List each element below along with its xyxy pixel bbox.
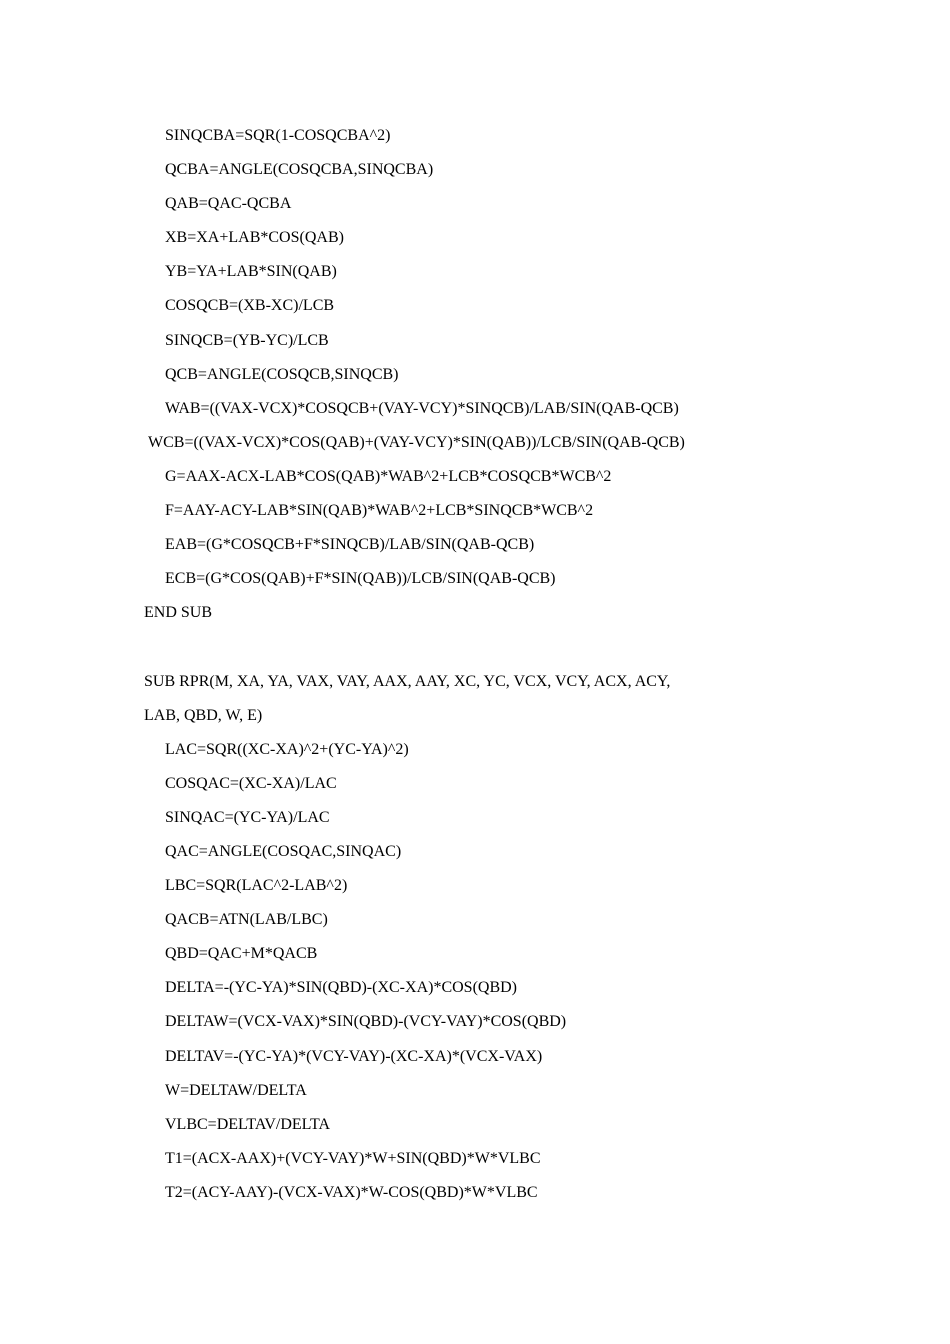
code-line: EAB=(G*COSQCB+F*SINQCB)/LAB/SIN(QAB-QCB) (165, 536, 535, 554)
code-line: T1=(ACX-AAX)+(VCY-VAY)*W+SIN(QBD)*W*VLBC (165, 1149, 541, 1167)
code-line: QACB=ATN(LAB/LBC) (165, 911, 328, 929)
code-line: DELTA=-(YC-YA)*SIN(QBD)-(XC-XA)*COS(QBD) (165, 979, 518, 997)
code-line: G=AAX-ACX-LAB*COS(QAB)*WAB^2+LCB*COSQCB*WCB^2 (165, 467, 612, 485)
code-line: LAC=SQR((XC-XA)^2+(YC-YA)^2) (165, 740, 409, 758)
code-line: W=DELTAW/DELTA (165, 1081, 307, 1099)
code-line: DELTAV=-(YC-YA)*(VCY-VAY)-(XC-XA)*(VCX-VAX) (165, 1047, 543, 1065)
code-line: YB=YA+LAB*SIN(QAB) (165, 263, 337, 281)
code-line: LBC=SQR(LAC^2-LAB^2) (165, 877, 348, 895)
code-line: WAB=((VAX-VCX)*COSQCB+(VAY-VCY)*SINQCB)/LAB/SIN(QAB-QCB) (165, 399, 679, 417)
code-line: QBD=QAC+M*QACB (165, 945, 318, 963)
code-line: QAB=QAC-QCBA (165, 195, 292, 213)
code-line: DELTAW=(VCX-VAX)*SIN(QBD)-(VCY-VAY)*COS(QBD) (165, 1013, 567, 1031)
code-line: SUB RPR(M, XA, YA, VAX, VAY, AAX, AAY, XC, YC, VCX, VCY, ACX, ACY, (144, 672, 671, 690)
code-line: COSQCB=(XB-XC)/LCB (165, 297, 335, 315)
code-listing (144, 119, 844, 1210)
code-line: ECB=(G*COS(QAB)+F*SIN(QAB))/LCB/SIN(QAB-QCB) (165, 570, 556, 588)
code-line: WCB=((VAX-VCX)*COS(QAB)+(VAY-VCY)*SIN(QAB))/LCB/SIN(QAB-QCB) (148, 433, 685, 451)
code-line: LAB, QBD, W, E) (144, 706, 263, 724)
code-line: QCB=ANGLE(COSQCB,SINQCB) (165, 365, 399, 383)
code-line: T2=(ACY-AAY)-(VCX-VAX)*W-COS(QBD)*W*VLBC (165, 1183, 538, 1201)
code-line: END SUB (144, 604, 213, 622)
code-line: SINQCBA=SQR(1-COSQCBA^2) (165, 127, 391, 144)
code-line: VLBC=DELTAV/DELTA (165, 1115, 330, 1133)
code-line: QCBA=ANGLE(COSQCBA,SINQCBA) (165, 161, 434, 179)
blank-line (144, 630, 844, 664)
code-line: QAC=ANGLE(COSQAC,SINQAC) (165, 842, 402, 860)
code-line: XB=XA+LAB*COS(QAB) (165, 229, 344, 247)
code-line: COSQAC=(XC-XA)/LAC (165, 774, 337, 792)
code-line: SINQAC=(YC-YA)/LAC (165, 808, 330, 826)
code-line: SINQCB=(YB-YC)/LCB (165, 331, 329, 349)
code-line: F=AAY-ACY-LAB*SIN(QAB)*WAB^2+LCB*SINQCB*WCB^2 (165, 502, 594, 520)
